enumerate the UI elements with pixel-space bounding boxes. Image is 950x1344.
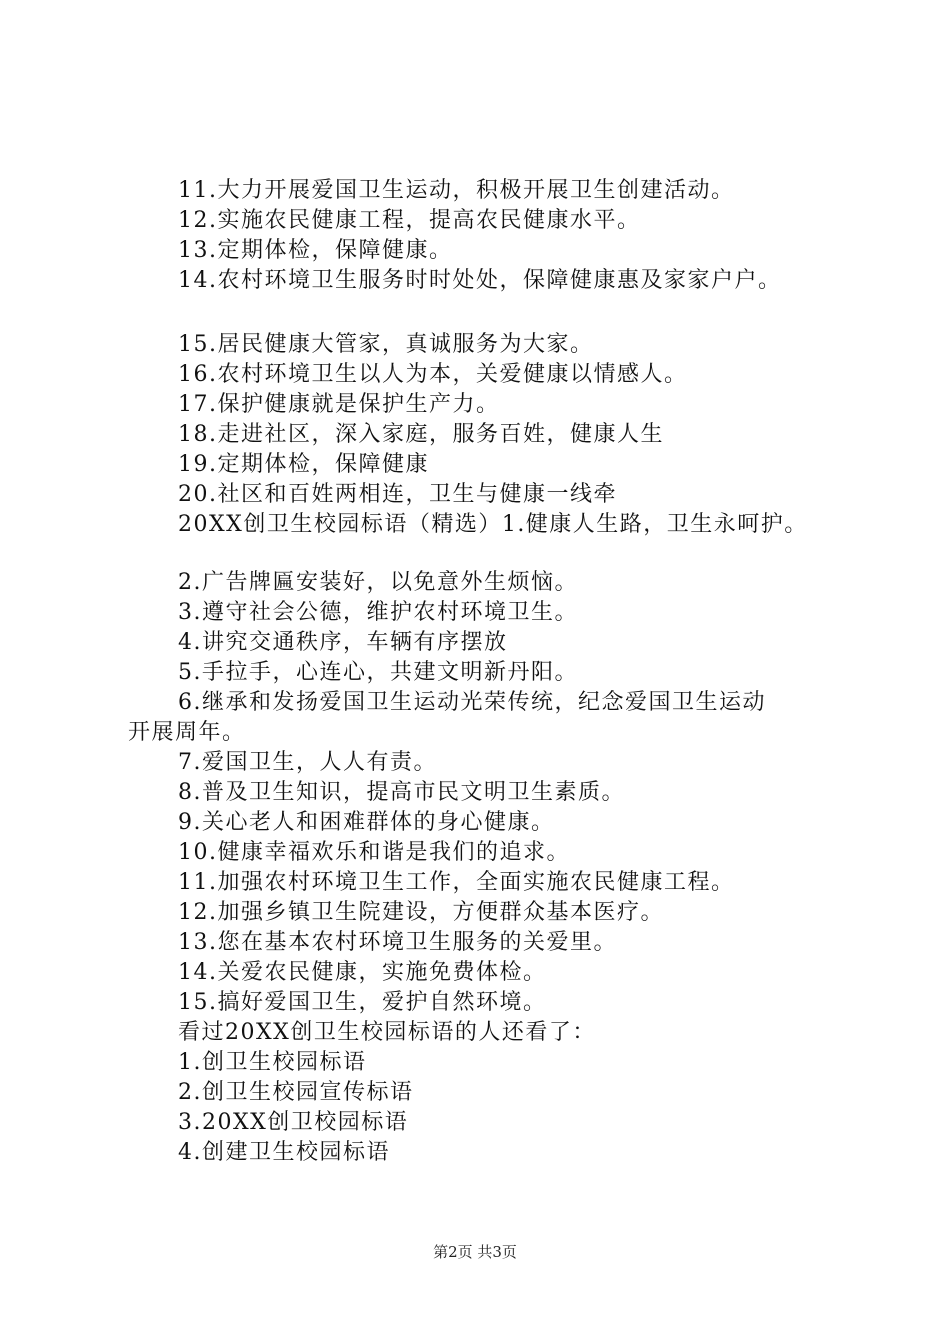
slogan-line: 7.爱国卫生，人人有责。 bbox=[178, 750, 437, 775]
slogan-line-continuation: 开展周年。 bbox=[128, 720, 246, 745]
slogan-line: 6.继承和发扬爱国卫生运动光荣传统，纪念爱国卫生运动 bbox=[178, 690, 766, 715]
slogan-list-block-2 bbox=[0, 330, 950, 540]
slogan-line: 14.关爱农民健康，实施免费体检。 bbox=[178, 960, 547, 985]
related-heading: 看过20XX创卫生校园标语的人还看了： bbox=[178, 1020, 596, 1045]
slogan-line: 17.保护健康就是保护生产力。 bbox=[178, 392, 500, 417]
slogan-line: 19.定期体检，保障健康 bbox=[178, 452, 429, 477]
page-number-footer: 第2页 共3页 bbox=[433, 1243, 517, 1261]
slogan-line: 16.农村环境卫生以人为本，关爱健康以情感人。 bbox=[178, 362, 688, 387]
slogan-line: 13.您在基本农村环境卫生服务的关爱里。 bbox=[178, 930, 617, 955]
slogan-line: 11.大力开展爱国卫生运动，积极开展卫生创建活动。 bbox=[178, 178, 735, 203]
slogan-list-block-1 bbox=[0, 176, 950, 296]
related-item: 3.20XX创卫校园标语 bbox=[178, 1110, 409, 1135]
slogan-line: 10.健康幸福欢乐和谐是我们的追求。 bbox=[178, 840, 570, 865]
related-item: 4.创建卫生校园标语 bbox=[178, 1140, 390, 1165]
slogan-line: 2.广告牌匾安装好，以免意外生烦恼。 bbox=[178, 570, 578, 595]
slogan-line: 11.加强农村环境卫生工作，全面实施农民健康工程。 bbox=[178, 870, 735, 895]
slogan-line: 15.居民健康大管家，真诚服务为大家。 bbox=[178, 332, 594, 357]
slogan-line: 12.实施农民健康工程，提高农民健康水平。 bbox=[178, 208, 641, 233]
related-item: 1.创卫生校园标语 bbox=[178, 1050, 367, 1075]
section-heading-line: 20XX创卫生校园标语（精选）1.健康人生路，卫生永呵护。 bbox=[178, 512, 808, 537]
slogan-line: 13.定期体检，保障健康。 bbox=[178, 238, 453, 263]
slogan-line: 3.遵守社会公德，维护农村环境卫生。 bbox=[178, 600, 578, 625]
related-item: 2.创卫生校园宣传标语 bbox=[178, 1080, 414, 1105]
slogan-line: 4.讲究交通秩序，车辆有序摆放 bbox=[178, 630, 508, 655]
slogan-line: 20.社区和百姓两相连，卫生与健康一线牵 bbox=[178, 482, 617, 507]
slogan-line: 15.搞好爱国卫生，爱护自然环境。 bbox=[178, 990, 547, 1015]
slogan-line: 18.走进社区，深入家庭，服务百姓，健康人生 bbox=[178, 422, 664, 447]
slogan-line: 12.加强乡镇卫生院建设，方便群众基本医疗。 bbox=[178, 900, 664, 925]
slogan-line: 8.普及卫生知识，提高市民文明卫生素质。 bbox=[178, 780, 625, 805]
slogan-line: 5.手拉手，心连心，共建文明新丹阳。 bbox=[178, 660, 578, 685]
slogan-list-block-3 bbox=[0, 568, 950, 1168]
slogan-line: 14.农村环境卫生服务时时处处，保障健康惠及家家户户。 bbox=[178, 268, 782, 293]
slogan-line: 9.关心老人和困难群体的身心健康。 bbox=[178, 810, 555, 835]
